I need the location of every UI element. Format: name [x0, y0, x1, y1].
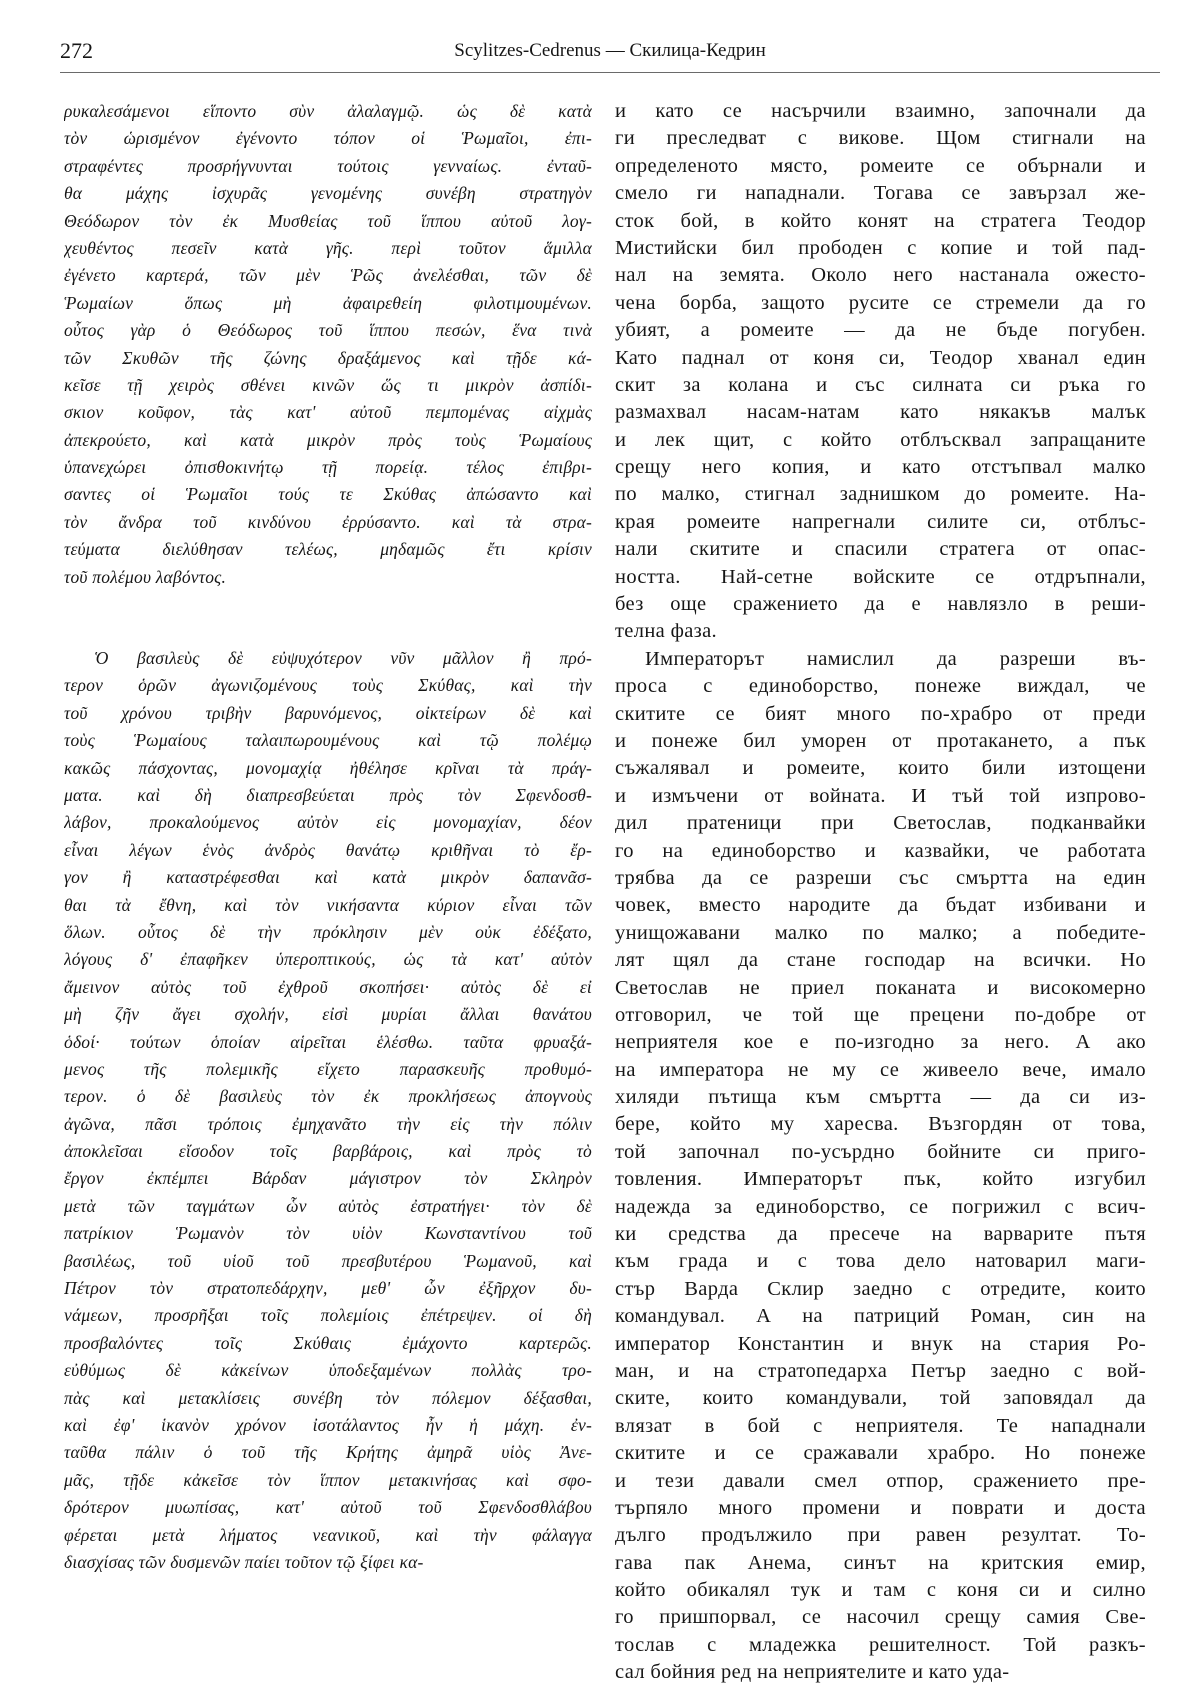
text-line: κεῖσε τῇ χειρὸς σθένει κινῶν ὥς τι μικρὸν ἀσπίδι-	[64, 374, 592, 395]
page-number: 272	[60, 38, 93, 63]
text-line: Ῥωμαίων ὅπως μὴ ἀφαιρεθείη φιλοτιμουμένων.	[64, 292, 592, 313]
text-line: πατρίκιον Ῥωμανὸν τὸν υἱὸν Κωνσταντίνου τοῦ	[64, 1223, 592, 1244]
text-line: Като паднал от коня си, Теодор хванал един	[615, 346, 1146, 369]
text-line: Θεόδωρον τὸν ἐκ Μυσθείας τοῦ ἵππου αὐτοῦ λογ-	[64, 210, 592, 231]
text-line: на императора не му се живеело вече, имало	[615, 1058, 1146, 1081]
text-line: и като се насърчили взаимно, започнали да	[615, 100, 1146, 122]
text-line: μὴ ζῆν ἄγει σχολήν, εἰσὶ μυρίαι ἄλλαι θανάτου	[64, 1004, 592, 1025]
text-line: μᾶς, τῇδε κἀκεῖσε τὸν ἵππον μετακινήσας καὶ σφο-	[64, 1469, 592, 1490]
text-line: бере, който му харесва. Възгордян от това,	[615, 1113, 1146, 1136]
text-line: σαντες οἱ Ῥωμαῖοι τούς τε Σκύθας ἀπώσαντο καὶ	[64, 484, 592, 505]
text-line: съжалявал и ромеите, които били изтощени	[615, 757, 1146, 780]
text-line: ман, и на стратопедарха Петър заедно с вой-	[615, 1359, 1146, 1382]
text-line: Πέτρον τὸν στρατοπεδάρχην, μεθ' ὧν ἐξῆρχον δυ-	[64, 1278, 592, 1299]
text-line: Светослав не приел поканата и високомерно	[615, 976, 1146, 999]
text-line: нал на земята. Около него настанала ожесто-	[615, 264, 1146, 287]
text-line: ὁδοί· τούτων ὁποίαν αἱρεῖται ἑλέσθω. ταῦτα φρυαξά-	[64, 1031, 592, 1052]
text-line: ἐγένετο καρτερά, τῶν μὲν Ῥῶς ἀνελέσθαι, τῶν δὲ	[64, 265, 592, 286]
text-line: който обикалял тук и там с коня си и силно	[615, 1579, 1146, 1602]
text-line: ските, които командували, той заповядал да	[615, 1387, 1146, 1410]
text-line: чена борба, защото русите се стремели да го	[615, 291, 1146, 314]
text-line: ὑπανεχώρει ὀπισθοκινήτῳ τῇ πορείᾳ. τέλος ἐπιβρι-	[64, 457, 592, 478]
text-line: го на единоборство и казвайки, че работата	[615, 839, 1146, 862]
text-line: срещу него копия, и като отстъпвал малко	[615, 456, 1146, 479]
text-line: дълго продължило при равен резултат. То-	[615, 1524, 1146, 1547]
text-line: λόγους δ' ἐπαφῆκεν ὑπεροπτικούς, ὡς τὰ κατ' αὐτὸν	[64, 949, 592, 970]
text-line: τερον. ὁ δὲ βασιλεὺς τὸν ἐκ προκλήσεως ἀπογνοὺς	[64, 1086, 592, 1107]
text-line: и тези давали смел отпор, сражението пре-	[615, 1469, 1146, 1492]
text-line: император Константин и внук на стария Ро-	[615, 1332, 1146, 1355]
text-line: θαι τὰ ἔθνη, καὶ τὸν νικήσαντα κύριον εἶναι τῶν	[64, 894, 592, 915]
text-line: ἄμεινον αὐτὸς τοῦ ἐχθροῦ σκοπήσει· αὐτὸς δὲ εἰ	[64, 976, 592, 997]
text-line: οὗτος γὰρ ὁ Θεόδωρος τοῦ ἵππου πεσών, ἕνα τινὰ	[64, 320, 592, 341]
text-line: ρυκαλεσάμενοι εἵποντο σὺν ἀλαλαγμῷ. ὡς δὲ κατὰ	[64, 101, 592, 121]
text-line: Ὁ βασιλεὺς δὲ εὐψυχότερον νῦν μᾶλλον ἢ πρό-	[94, 648, 592, 669]
text-line: сал бойния ред на неприятелите и като уда-	[615, 1661, 1010, 1684]
text-line: τοῦ πολέμου λαβόντος.	[64, 566, 227, 587]
text-line: κακῶς πάσχοντας, μονομαχίᾳ ἠθέλησε κρῖναι τὰ πράγ-	[64, 757, 592, 778]
text-line: λάβον, προκαλούμενος αὐτὸν εἰς μονομαχίαν, δέον	[64, 812, 592, 833]
text-line: командувал. А на патриций Роман, син на	[615, 1305, 1146, 1328]
text-line: го пришпорвал, се насочил срещу самия Све-	[615, 1606, 1146, 1629]
text-line: τοῦ χρόνου τριβὴν βαρυνόμενος, οἰκτείρων δὲ καὶ	[64, 702, 592, 723]
text-line: τῶν Σκυθῶν τῆς ζώνης δραξάμενος καὶ τῇδε κά-	[64, 347, 592, 368]
text-line: трябва да се разреши със смъртта на един	[615, 866, 1146, 889]
text-line: τεύματα διελύθησαν τελέως, μηδαμῶς ἔτι κρίσιν	[64, 539, 592, 560]
text-line: Мистийски бил прободен с копие и той пад-	[615, 236, 1146, 259]
text-line: края ромеите напрегнали силите си, отблъс-	[615, 510, 1146, 533]
text-line: τερον ὁρῶν ἀγωνιζομένους τοὺς Σκύθας, καὶ τὴν	[64, 675, 592, 696]
text-line: νάμεων, προσρῆξαι τοῖς πολεμίοις ἐπέτρεψεν. οἱ δὴ	[64, 1305, 592, 1326]
text-line: τὸν ἄνδρα τοῦ κινδύνου ἐρρύσαντο. καὶ τὰ στρα-	[64, 511, 592, 532]
page-header	[60, 38, 1160, 73]
text-line: и лек щит, с който отблъсквал запращаните	[615, 428, 1146, 451]
text-line: проса с единоборство, понеже виждал, че	[615, 675, 1146, 698]
text-line: убият, а ромеите — да не бъде погубен.	[615, 319, 1146, 342]
text-line: отговорил, че той ще прецени по-добре от	[615, 1003, 1146, 1026]
text-line: скитите и се сражавали храбро. Но понеже	[615, 1442, 1146, 1465]
text-line: сток бой, в който конят на стратега Теодор	[615, 209, 1146, 232]
greek-column	[64, 98, 592, 1576]
text-line: телна фаза.	[615, 620, 718, 643]
text-line: Императорът намислил да разреши въ-	[645, 647, 1146, 670]
text-line: без още сражението да е навлязло в реши-	[615, 593, 1146, 616]
running-title: Scylitzes-Cedrenus — Скилица-Кедрин	[454, 40, 766, 61]
text-line: διασχίσας τῶν δυσμενῶν παίει τοῦτον τῷ ξίφει κα-	[64, 1551, 424, 1572]
text-line: στραφέντες προσρήγνυνται τούτοις γενναίως. ἐνταῦ-	[64, 155, 592, 176]
text-line: стър Варда Склир заедно с отредите, които	[615, 1277, 1146, 1300]
text-line: смело ги нападнали. Тогава се завързал же-	[615, 182, 1146, 205]
text-line: към града и с това дело натоварил маги-	[615, 1250, 1146, 1273]
text-line: размахвал насам-натам като някакъв малък	[615, 401, 1146, 424]
text-line: σκιον κοῦφον, τὰς κατ' αὐτοῦ πεμπομένας αἰχμὰς	[64, 402, 592, 423]
text-line: нали скитите и спасили стратега от опас-	[615, 538, 1146, 561]
text-line: φέρεται μετὰ λήματος νεανικοῦ, καὶ τὴν φάλαγγα	[64, 1524, 592, 1545]
text-line: определеното място, ромеите се обърнали и	[615, 154, 1146, 177]
text-line: ἔργον ἐκπέμπει Βάρδαν μάγιστρον τὸν Σκληρὸν	[64, 1168, 592, 1189]
text-line: θα μάχης ἰσχυρᾶς γενομένης συνέβη στρατηγὸν	[64, 183, 592, 204]
text-line: εὐθύμως δὲ κἀκείνων ὑποδεξαμένων πολλὰς τρο-	[64, 1360, 592, 1381]
text-line: γον ἢ καταστρέφεσθαι καὶ κατὰ μικρὸν δαπανᾶσ-	[64, 867, 592, 888]
text-line: дил пратеници при Светослав, подканвайки	[615, 812, 1146, 835]
text-line: ги преследват с викове. Щом стигнали на	[615, 127, 1146, 150]
text-line: скит за колана и със силната си ръка го	[615, 373, 1146, 396]
text-line: той започнал по-усърдно бойните си приго-	[615, 1140, 1146, 1163]
text-line: προσβαλόντες τοῖς Σκύθαις ἐμάχοντο καρτερῶς.	[64, 1332, 592, 1353]
bulgarian-column	[615, 98, 1146, 1687]
text-line: по малко, стигнал заднишком до ромеите. На-	[615, 483, 1146, 506]
text-line: влязат в бой с неприятеля. Те нападнали	[615, 1414, 1146, 1437]
greek-paragraph-1	[64, 98, 592, 591]
text-line: μενος τῆς πολεμικῆς εἴχετο παρασκευῆς προθυμό-	[64, 1058, 592, 1079]
text-line: лят щял да стане господар на всички. Но	[615, 949, 1146, 972]
text-line: гава пак Анема, синът на критския емир,	[615, 1551, 1146, 1574]
text-line: товления. Императорът пък, който изгубил	[615, 1168, 1146, 1191]
text-line: τὸν ὡρισμένον ἐγένοντο τόπον οἱ Ῥωμαῖοι, ἐπι-	[64, 128, 592, 149]
text-line: скитите се бият много по-храбро от преди	[615, 702, 1146, 725]
text-line: χευθέντος πεσεῖν κατὰ γῆς. περὶ τοῦτον ἅμιλλα	[64, 237, 592, 258]
text-line: неприятеля кое е по-изгодно за него. А ако	[615, 1031, 1146, 1054]
text-line: μετὰ τῶν ταγμάτων ὧν αὐτὸς ἐστρατήγει· τὸν δὲ	[64, 1195, 592, 1216]
text-line: унищожавани малко по малко; а победите-	[615, 921, 1146, 944]
text-line: δρότερον μυωπίσας, κατ' αὐτοῦ τοῦ Σφενδοσθλάβου	[64, 1497, 592, 1518]
text-line: ματα. καὶ δὴ διαπρεσβεύεται πρὸς τὸν Σφενδοσθ-	[64, 784, 592, 805]
text-line: ἀποκλεῖσαι εἴσοδον τοῖς βαρβάροις, καὶ πρὸς τὸ	[64, 1141, 592, 1162]
text-line: ταῦθα πάλιν ὁ τοῦ τῆς Κρήτης ἀμηρᾶ υἱὸς Ἀνε-	[64, 1442, 592, 1463]
text-line: ἀγῶνα, πᾶσι τρόποις ἐμηχανᾶτο τὴν εἰς τὴν πόλιν	[64, 1113, 592, 1134]
text-line: βασιλέως, τοῦ υἱοῦ τοῦ πρεσβυτέρου Ῥωμανοῦ, καὶ	[64, 1250, 592, 1271]
text-line: ὅλων. οὗτος δὲ τὴν πρόκλησιν μὲν οὐκ ἐδέξατο,	[64, 921, 592, 942]
text-line: ността. Най-сетне войските се отдръпнали,	[615, 565, 1146, 588]
text-line: и понеже бил уморен от протакането, а пък	[615, 729, 1146, 752]
text-line: τοὺς Ῥωμαίους ταλαιπωρουμένους καὶ τῷ πολέμῳ	[64, 730, 592, 751]
text-line: ки средства да пресече на варварите пътя	[615, 1223, 1146, 1246]
text-line: хиляди пътища към смъртта — да си из-	[615, 1086, 1146, 1109]
text-line: човек, вместо народите да бъдат избивани и	[615, 894, 1146, 917]
text-line: πὰς καὶ μετακλίσεις συνέβη τὸν πόλεμον δέξασθαι,	[64, 1387, 592, 1408]
text-line: ἀπεκρούετο, καὶ κατὰ μικρὸν πρὸς τοὺς Ῥωμαίους	[64, 429, 592, 450]
text-line: надежда за единоборство, се погрижил с всич-	[615, 1195, 1146, 1218]
text-line: и измъчени от войната. И тъй той изпрово-	[615, 784, 1146, 807]
text-line: εἶναι λέγων ἑνὸς ἀνδρὸς θανάτῳ κριθῆναι τὸ ἔρ-	[64, 839, 592, 860]
text-line: търпяло много промени и поврати и доста	[615, 1496, 1146, 1519]
text-line: καὶ ἐφ' ἱκανὸν χρόνον ἰσοτάλαντος ἦν ἡ μάχη. ἐν-	[64, 1414, 592, 1435]
text-line: тослав с младежка решителност. Той разкъ-	[615, 1633, 1146, 1656]
greek-paragraph-2	[64, 645, 592, 1576]
